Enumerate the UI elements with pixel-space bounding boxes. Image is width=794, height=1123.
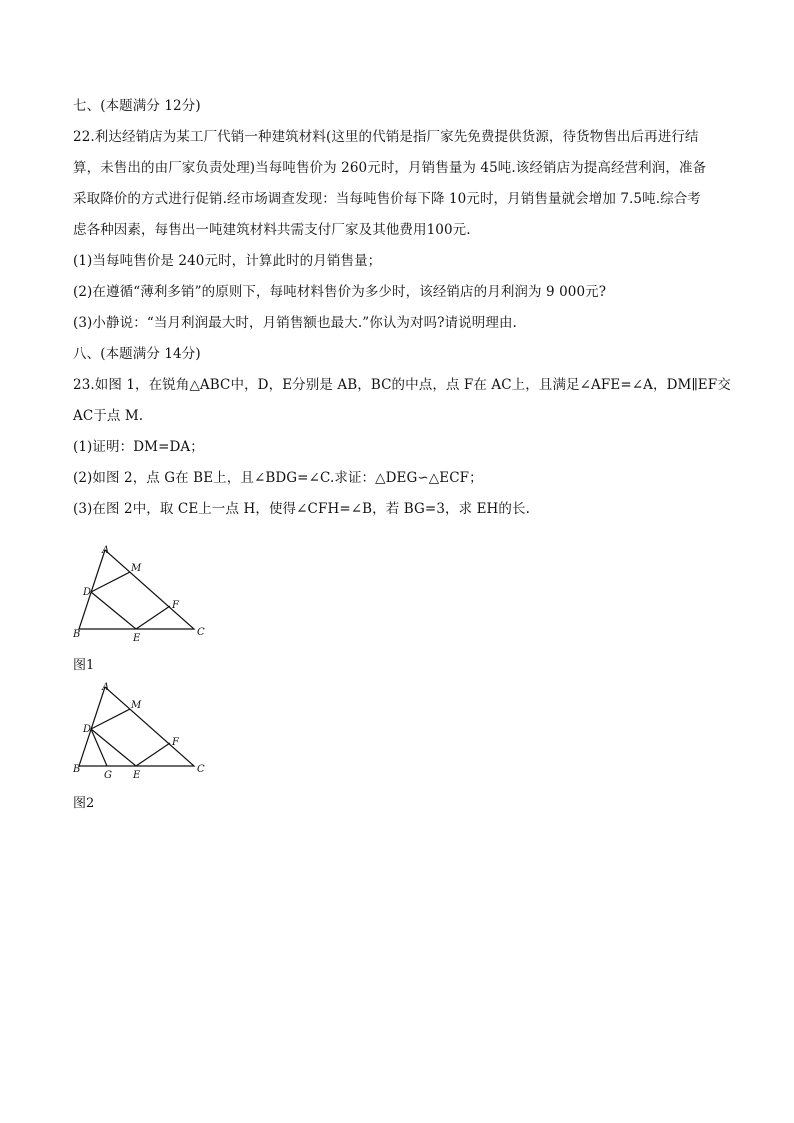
label-b: B — [73, 629, 81, 640]
label-e: E — [133, 633, 141, 644]
label-c: C — [197, 764, 205, 775]
figure-1-diagram — [73, 543, 223, 648]
segment-de — [91, 729, 136, 766]
q23-part-1: (1)证明：DM=DA； — [73, 439, 204, 455]
q23-text-line-2: AC于点 M. — [73, 408, 144, 424]
q22-part-1: (1)当每吨售价是 240元时，计算此时的月销售量； — [73, 253, 382, 269]
label-g: G — [104, 770, 112, 781]
label-b: B — [73, 764, 81, 775]
segment-ef — [136, 743, 170, 766]
q23-part-3: (3)在图 2中，取 CE上一点 H，使得∠CFH=∠B，若 BG=3，求 EH的长. — [73, 501, 531, 517]
label-m: M — [131, 563, 142, 574]
q23-text-line-1: 23.如图 1，在锐角△ABC中，D，E分别是 AB，BC的中点，点 F在 AC上，且满足∠AFE=∠A，DM∥EF交 — [73, 377, 731, 393]
figure-1-caption: 图1 — [73, 658, 95, 673]
segment-ef — [136, 606, 170, 629]
label-a: A — [102, 545, 110, 556]
label-d: D — [83, 587, 92, 598]
q22-text-line-3: 采取降价的方式进行促销.经市场调查发现：当每吨售价每下降 10元时，月销售量就会增加 7.5吨.综合考 — [73, 191, 701, 207]
label-e: E — [133, 770, 141, 781]
q22-text-line-1: 22.利达经销店为某工厂代销一种建筑材料(这里的代销是指厂家先免费提供货源，待货物售出后再进行结 — [73, 129, 699, 145]
label-f: F — [172, 737, 179, 748]
q22-part-3: (3)小静说：“当月利润最大时，月销售额也最大.”你认为对吗?请说明理由. — [73, 315, 517, 331]
q22-part-2: (2)在遵循“薄利多销”的原则下，每吨材料售价为多少时，该经销店的月利润为 9 000元? — [73, 284, 607, 300]
document-body — [73, 96, 733, 530]
q23-part-2: (2)如图 2，点 G在 BE上，且∠BDG=∠C.求证：△DEG∽△ECF； — [73, 470, 483, 486]
label-c: C — [197, 627, 205, 638]
figure-2-caption: 图2 — [73, 796, 95, 811]
q22-text-line-4: 虑各种因素，每售出一吨建筑材料共需支付厂家及其他费用100元. — [73, 222, 471, 238]
figure-2-diagram — [73, 680, 223, 785]
label-f: F — [172, 600, 179, 611]
segment-dg — [91, 729, 107, 766]
label-a: A — [102, 682, 110, 693]
label-d: D — [83, 724, 92, 735]
q22-text-line-2: 算，未售出的由厂家负责处理)当每吨售价为 260元时，月销售量为 45吨.该经销店为提高经营利润，准备 — [73, 160, 707, 176]
section-8-heading: 八、(本题满分 14分) — [73, 346, 201, 362]
segment-de — [91, 592, 136, 629]
section-7-heading: 七、(本题满分 12分) — [73, 98, 201, 114]
label-m: M — [131, 700, 142, 711]
